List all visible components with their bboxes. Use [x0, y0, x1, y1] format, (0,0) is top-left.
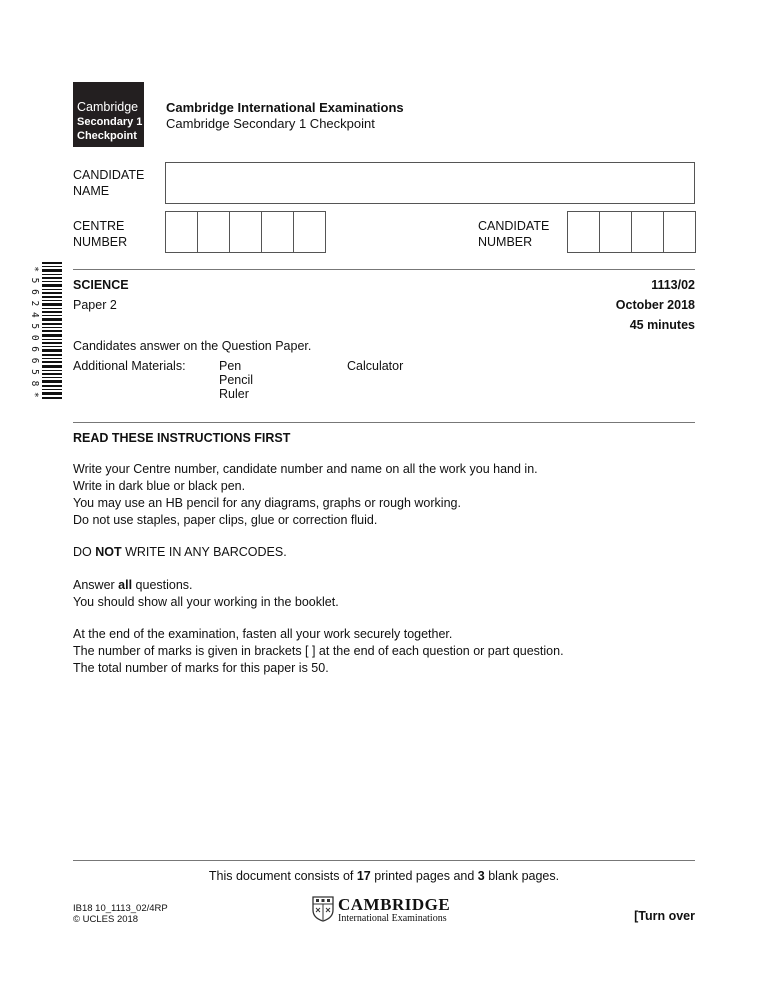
digit-box[interactable] [230, 212, 262, 252]
centre-number-label: CENTRE NUMBER [73, 219, 128, 249]
digit-box[interactable] [568, 212, 600, 252]
subject-title: SCIENCE [73, 278, 129, 292]
instructions-block-1 [73, 461, 695, 529]
barcode-digits: * 5 6 2 4 5 0 6 6 5 8 * [29, 266, 40, 398]
logo-line-2: Secondary 1 [77, 116, 143, 128]
exam-duration: 45 minutes [629, 318, 695, 332]
instruction-line: Do not use staples, paper clips, glue or correction fluid. [73, 513, 378, 527]
digit-box[interactable] [600, 212, 632, 252]
digit-box[interactable] [198, 212, 230, 252]
instruction-line: Answer all questions. [73, 578, 193, 592]
digit-box[interactable] [632, 212, 664, 252]
paper-code: 1113/02 [651, 278, 695, 292]
cambridge-wordmark: CAMBRIDGE [338, 895, 451, 914]
instruction-line: At the end of the examination, fasten all your work securely together. [73, 627, 453, 641]
exam-board-subtitle: Cambridge Secondary 1 Checkpoint [166, 116, 375, 131]
divider [73, 269, 695, 270]
material-calculator: Calculator [347, 359, 404, 373]
document-reference: IB18 10_1113_02/4RP © UCLES 2018 [73, 903, 168, 925]
exam-date: October 2018 [615, 298, 695, 312]
digit-box[interactable] [294, 212, 325, 252]
paper-number: Paper 2 [73, 298, 117, 312]
materials-label: Additional Materials: [73, 359, 186, 373]
answer-note: Candidates answer on the Question Paper. [73, 339, 312, 353]
materials-list [219, 359, 253, 401]
digit-box[interactable] [262, 212, 294, 252]
cambridge-wordmark-sub: International Examinations [338, 913, 447, 924]
digit-box[interactable] [166, 212, 198, 252]
instruction-line: Write your Centre number, candidate number and name on all the work you hand in. [73, 462, 538, 476]
instruction-line: The number of marks is given in brackets [ ] at the end of each question or part question. [73, 644, 564, 658]
instructions-block-2 [73, 577, 695, 611]
centre-number-boxes[interactable] [165, 211, 326, 253]
barcode [22, 262, 64, 402]
instruction-line: You should show all your working in the booklet. [73, 595, 339, 609]
divider [73, 422, 695, 423]
barcode-warning: DO NOT WRITE IN ANY BARCODES. [73, 545, 287, 559]
checkpoint-logo [73, 82, 144, 147]
divider [73, 860, 695, 861]
material-item: Ruler [219, 387, 249, 401]
candidate-name-field[interactable] [165, 162, 695, 204]
material-item: Pen [219, 359, 242, 373]
instructions-heading: READ THESE INSTRUCTIONS FIRST [73, 431, 291, 445]
instruction-line: The total number of marks for this paper is 50. [73, 661, 329, 675]
candidate-number-label: CANDIDATE NUMBER [478, 219, 550, 249]
digit-box[interactable] [664, 212, 695, 252]
turn-over: [Turn over [634, 909, 695, 923]
exam-board-title: Cambridge International Examinations [166, 100, 404, 115]
instructions-block-3 [73, 626, 695, 677]
candidate-number-boxes[interactable] [567, 211, 696, 253]
page-count-note: This document consists of 17 printed pages and 3 blank pages. [208, 869, 560, 883]
cambridge-crest-icon [312, 896, 334, 922]
instruction-line: You may use an HB pencil for any diagrams, graphs or rough working. [73, 496, 461, 510]
logo-line-3: Checkpoint [77, 130, 137, 142]
instruction-line: Write in dark blue or black pen. [73, 479, 246, 493]
candidate-name-label: CANDIDATE NAME [73, 168, 145, 198]
material-item: Pencil [219, 373, 254, 387]
logo-line-1: Cambridge [77, 100, 139, 114]
